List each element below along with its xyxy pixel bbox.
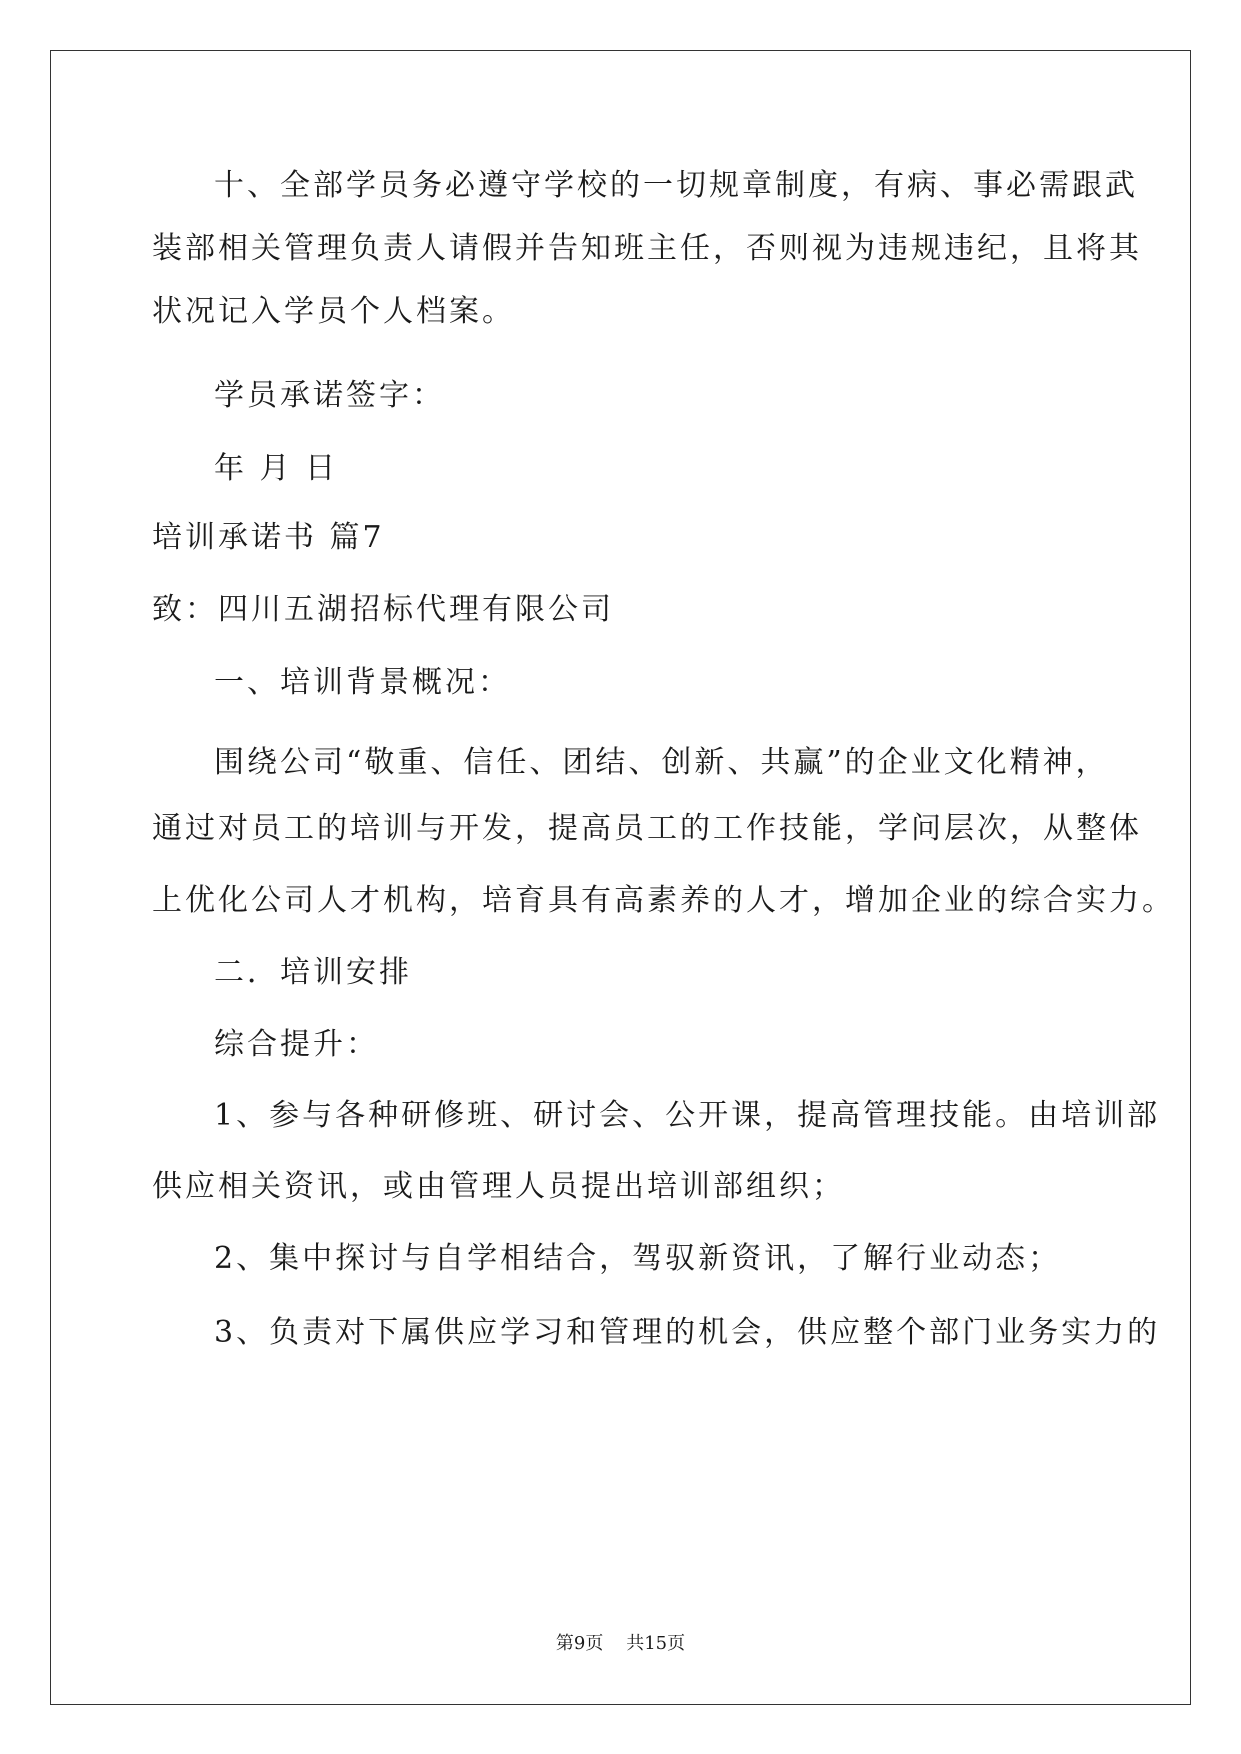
paragraph-line: 通过对员工的培训与开发，提高员工的工作技能，学问层次，从整体 [152, 811, 1142, 846]
page-footer [0, 1632, 1241, 1656]
page-number: 第9页 [555, 1633, 604, 1654]
list-item: 3、负责对下属供应学习和管理的机会，供应整个部门业务实力的 [214, 1315, 1161, 1350]
paragraph-line: 综合提升： [214, 1027, 379, 1062]
signature-label: 学员承诺签字： [214, 378, 445, 413]
list-item: 1、参与各种研修班、研讨会、公开课，提高管理技能。由培训部 [214, 1098, 1161, 1133]
paragraph-line: 装部相关管理负责人请假并告知班主任，否则视为违规违纪，且将其 [152, 231, 1142, 266]
list-item-continuation: 供应相关资讯，或由管理人员提出培训部组织； [152, 1169, 845, 1204]
list-item: 2、集中探讨与自学相结合，驾驭新资讯，了解行业动态； [214, 1241, 1062, 1276]
date-line: 年 月 日 [214, 451, 339, 486]
paragraph-line: 十、全部学员务必遵守学校的一切规章制度，有病、事必需跟武 [214, 168, 1138, 203]
section-heading: 培训承诺书 篇7 [152, 520, 385, 555]
paragraph-line: 上优化公司人才机构，培育具有高素养的人才，增加企业的综合实力。 [152, 883, 1175, 918]
paragraph-line: 围绕公司“敬重、信任、团结、创新、共赢”的企业文化精神， [214, 745, 1109, 780]
subsection-heading: 一、培训背景概况： [214, 665, 511, 700]
subsection-heading: 二．培训安排 [214, 955, 412, 990]
addressee-line: 致：四川五湖招标代理有限公司 [152, 592, 614, 627]
paragraph-line: 状况记入学员个人档案。 [152, 294, 515, 329]
page-total: 共15页 [626, 1633, 686, 1654]
